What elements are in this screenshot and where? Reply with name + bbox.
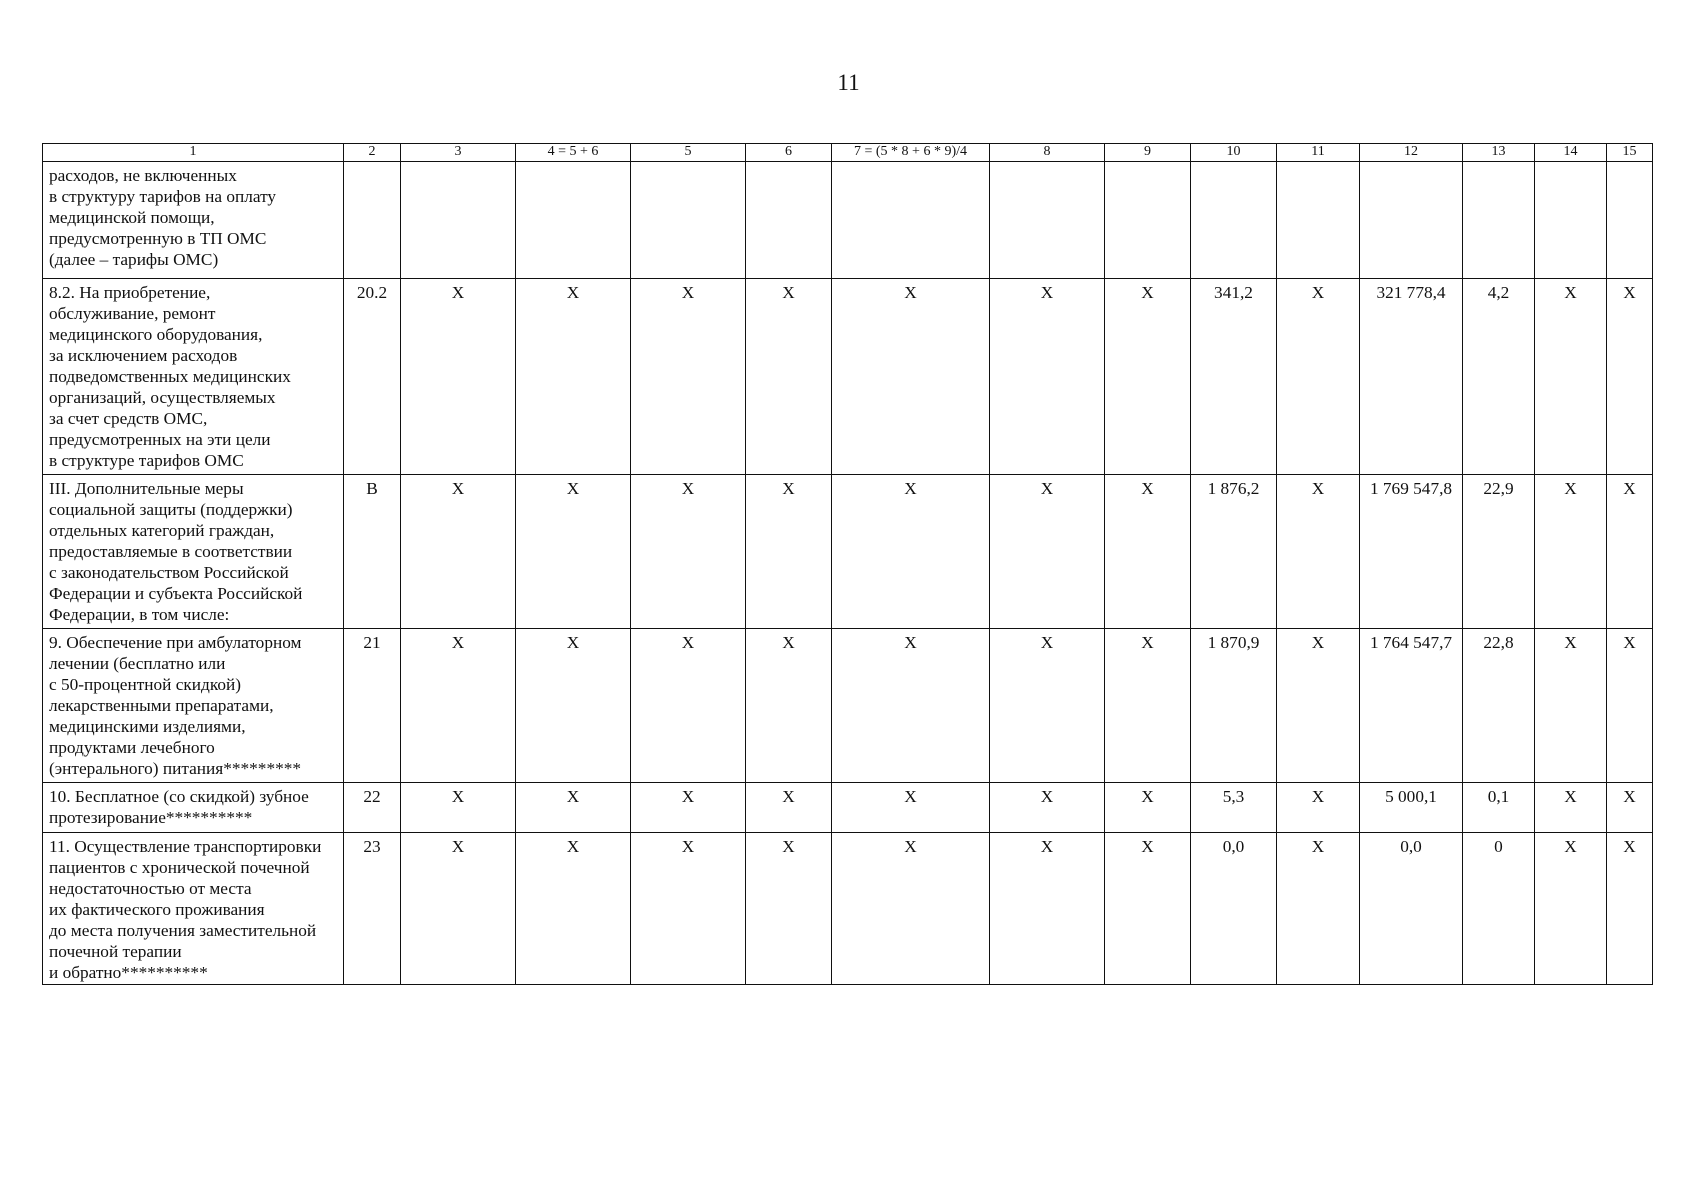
table-cell: X [746, 833, 832, 985]
column-header: 2 [344, 144, 401, 162]
column-header: 6 [746, 144, 832, 162]
table-cell: X [516, 279, 631, 475]
table-cell: X [401, 833, 516, 985]
column-header: 7 = (5 * 8 + 6 * 9)/4 [832, 144, 990, 162]
column-header: 5 [631, 144, 746, 162]
row-description: 10. Бесплатное (со скидкой) зубное протезирование********** [43, 783, 344, 833]
table-cell: X [631, 475, 746, 629]
table-cell [832, 162, 990, 279]
table-row [43, 783, 1653, 833]
row-description: 9. Обеспечение при амбулаторном лечении (бесплатно или с 50-процентной скидкой) лекарственными препаратами, медицинскими изделиями, продуктами лечебного (энтерального) питания********* [43, 629, 344, 783]
column-header: 1 [43, 144, 344, 162]
table-cell: X [401, 279, 516, 475]
table-cell: X [990, 783, 1105, 833]
table-cell: X [1105, 629, 1191, 783]
column-header: 15 [1607, 144, 1653, 162]
table-cell: X [401, 475, 516, 629]
table-cell: X [990, 279, 1105, 475]
table-cell: 22,8 [1463, 629, 1535, 783]
table-cell: X [746, 475, 832, 629]
table-cell: 0,0 [1191, 833, 1277, 985]
column-header: 10 [1191, 144, 1277, 162]
column-header: 8 [990, 144, 1105, 162]
table-cell [1535, 162, 1607, 279]
row-code: 20.2 [344, 279, 401, 475]
table-cell: X [1535, 783, 1607, 833]
table-cell: 321 778,4 [1360, 279, 1463, 475]
column-header: 12 [1360, 144, 1463, 162]
table-row [43, 279, 1653, 475]
table-cell: X [990, 629, 1105, 783]
table-cell: X [746, 783, 832, 833]
table-cell: X [990, 475, 1105, 629]
table-cell: X [401, 783, 516, 833]
table-cell: X [1277, 279, 1360, 475]
table-cell: X [1607, 783, 1653, 833]
data-table [42, 143, 1653, 985]
table-cell: X [746, 279, 832, 475]
row-code: 23 [344, 833, 401, 985]
table-cell: X [516, 783, 631, 833]
table-cell: X [401, 629, 516, 783]
table-cell: X [1607, 279, 1653, 475]
table-cell: X [1535, 833, 1607, 985]
table-row [43, 629, 1653, 783]
row-code: 22 [344, 783, 401, 833]
table-row [43, 833, 1653, 985]
table-cell: X [631, 833, 746, 985]
column-header: 9 [1105, 144, 1191, 162]
row-description: расходов, не включенных в структуру тарифов на оплату медицинской помощи, предусмотренную в ТП ОМС (далее – тарифы ОМС) [43, 162, 344, 279]
table-cell: X [631, 629, 746, 783]
column-number-row [43, 144, 1653, 162]
table-cell: X [832, 279, 990, 475]
table-cell: X [631, 783, 746, 833]
table-cell: 4,2 [1463, 279, 1535, 475]
table-row [43, 475, 1653, 629]
table-cell: X [1105, 783, 1191, 833]
table-cell: X [1535, 475, 1607, 629]
table-cell: 341,2 [1191, 279, 1277, 475]
table-cell: X [832, 475, 990, 629]
table-cell [1463, 162, 1535, 279]
table-cell: X [516, 833, 631, 985]
table-cell: X [990, 833, 1105, 985]
table-cell [401, 162, 516, 279]
row-code: 21 [344, 629, 401, 783]
column-header: 13 [1463, 144, 1535, 162]
table-cell: X [1607, 833, 1653, 985]
column-header: 11 [1277, 144, 1360, 162]
table-cell [1105, 162, 1191, 279]
table-cell: 5,3 [1191, 783, 1277, 833]
page-number: 11 [837, 70, 860, 95]
table-cell [344, 162, 401, 279]
table-cell [1191, 162, 1277, 279]
table-cell [631, 162, 746, 279]
table-cell: X [1105, 833, 1191, 985]
table-cell [746, 162, 832, 279]
table-cell [1360, 162, 1463, 279]
table-cell: 1 764 547,7 [1360, 629, 1463, 783]
table-cell: X [1277, 783, 1360, 833]
table-cell [1277, 162, 1360, 279]
table-cell: 0,0 [1360, 833, 1463, 985]
column-header: 4 = 5 + 6 [516, 144, 631, 162]
table-cell: X [516, 629, 631, 783]
table-cell: 1 876,2 [1191, 475, 1277, 629]
table-cell: X [832, 783, 990, 833]
table-cell: 22,9 [1463, 475, 1535, 629]
table-cell: 0 [1463, 833, 1535, 985]
table-cell: X [631, 279, 746, 475]
table-cell: X [1277, 629, 1360, 783]
table-cell: X [1535, 629, 1607, 783]
table-cell: X [1105, 279, 1191, 475]
table-cell: 1 769 547,8 [1360, 475, 1463, 629]
table-cell: X [1607, 629, 1653, 783]
table-cell [990, 162, 1105, 279]
table-cell [516, 162, 631, 279]
row-description: III. Дополнительные меры социальной защиты (поддержки) отдельных категорий граждан, предоставляемые в соответствии с законодательством Российской Федерации и субъекта Российской Федерации, в том числе: [43, 475, 344, 629]
column-header: 3 [401, 144, 516, 162]
row-description: 11. Осуществление транспортировки пациентов с хронической почечной недостаточностью от места их фактического проживания до места получения заместительной почечной терапии и обратно********** [43, 833, 344, 985]
table-cell: X [1277, 475, 1360, 629]
table-cell: X [746, 629, 832, 783]
table-cell: X [832, 629, 990, 783]
table-row [43, 162, 1653, 279]
table-cell: X [1277, 833, 1360, 985]
table-cell: X [1607, 475, 1653, 629]
table-cell: X [1535, 279, 1607, 475]
row-code: В [344, 475, 401, 629]
table-cell: 5 000,1 [1360, 783, 1463, 833]
table-cell: 1 870,9 [1191, 629, 1277, 783]
table-cell: 0,1 [1463, 783, 1535, 833]
table-cell: X [1105, 475, 1191, 629]
table-cell: X [516, 475, 631, 629]
column-header: 14 [1535, 144, 1607, 162]
table-cell: X [832, 833, 990, 985]
row-description: 8.2. На приобретение, обслуживание, ремонт медицинского оборудования, за исключением расходов подведомственных медицинских организаций, осуществляемых за счет средств ОМС, предусмотренных на эти цели в структуре тарифов ОМС [43, 279, 344, 475]
table-cell [1607, 162, 1653, 279]
